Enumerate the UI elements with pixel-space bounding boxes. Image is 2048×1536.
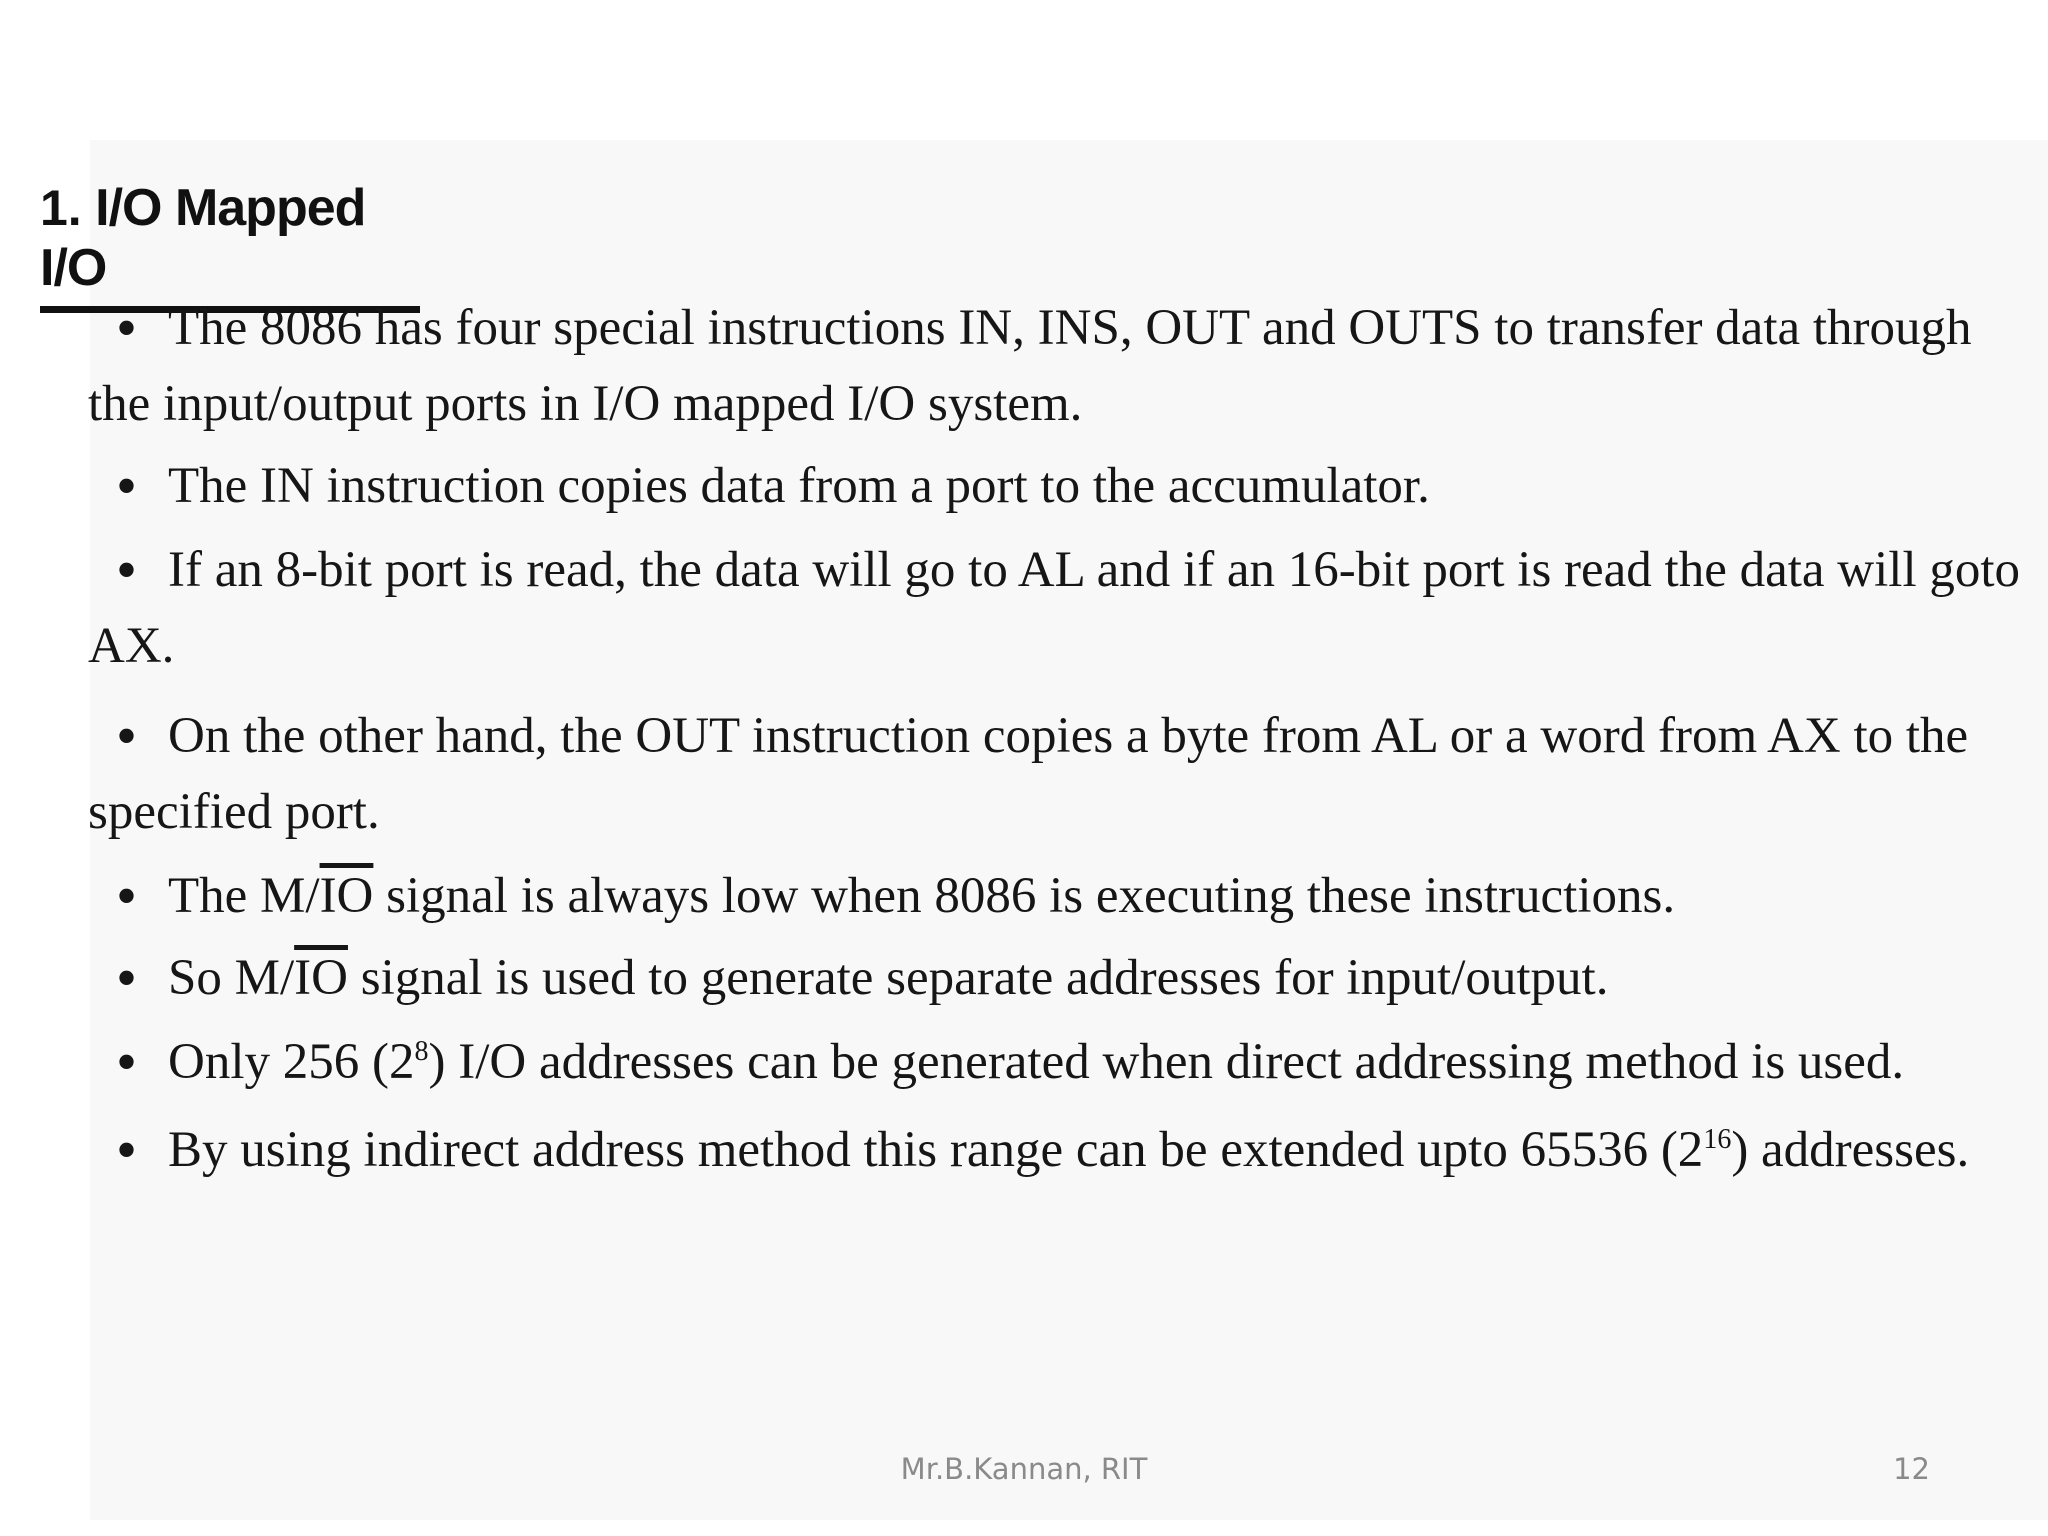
exponent: 8 [414,1036,429,1067]
bullet-text-start: Only 256 (2 [168,1034,415,1090]
heading-number: 1. [40,180,82,236]
bullet-list [88,290,2028,1188]
exponent: 16 [1703,1124,1732,1155]
bullet-text-end: ) I/O addresses can be generated when direct addressing method is used. [428,1034,1905,1090]
bullet-text: The IN instruction copies data from a port to the accumulator. [168,458,1430,514]
footer-author: Mr.B.Kannan, RIT [900,1452,1148,1486]
bullet-text-end: signal is always low when 8086 is executing these instructions. [373,868,1676,924]
bullet-item [88,940,2028,1016]
bullet-item [88,448,2028,524]
io-overline-signal: $\overline{IO}$ [319,868,374,924]
bullet-text-start: The M/ [168,868,320,924]
page-number: 12 [1893,1452,1930,1486]
io-overline-signal: $\overline{IO}$ [294,950,348,1006]
bullet-text: On the other hand, the OUT instruction copies a byte from AL or a word from AX to the specified port. [88,708,1969,840]
bullet-text-end: ) addresses. [1731,1122,1970,1178]
bullet-item [88,290,2028,442]
bullet-text-start: By using indirect address method this range can be extended upto 65536 (2 [168,1122,1704,1178]
heading-text: I/O Mapped I/O [40,179,366,297]
bullet-text: The 8086 has four special instructions IN, INS, OUT and OUTS to transfer data through the input/output ports in I/O mapped I/O system. [88,300,1972,432]
bullet-text: If an 8-bit port is read, the data will go to AL and if an 16-bit port is read the data will goto AX. [88,542,2021,674]
bullet-item [88,858,2028,934]
bullet-text-start: So M/ [168,950,295,1006]
bullet-item [88,698,2028,850]
bullet-item [88,1024,2028,1100]
bullet-text-end: signal is used to generate separate addresses for input/output. [347,950,1609,1006]
bullet-item [88,532,2028,684]
bullet-item [88,1112,2028,1188]
